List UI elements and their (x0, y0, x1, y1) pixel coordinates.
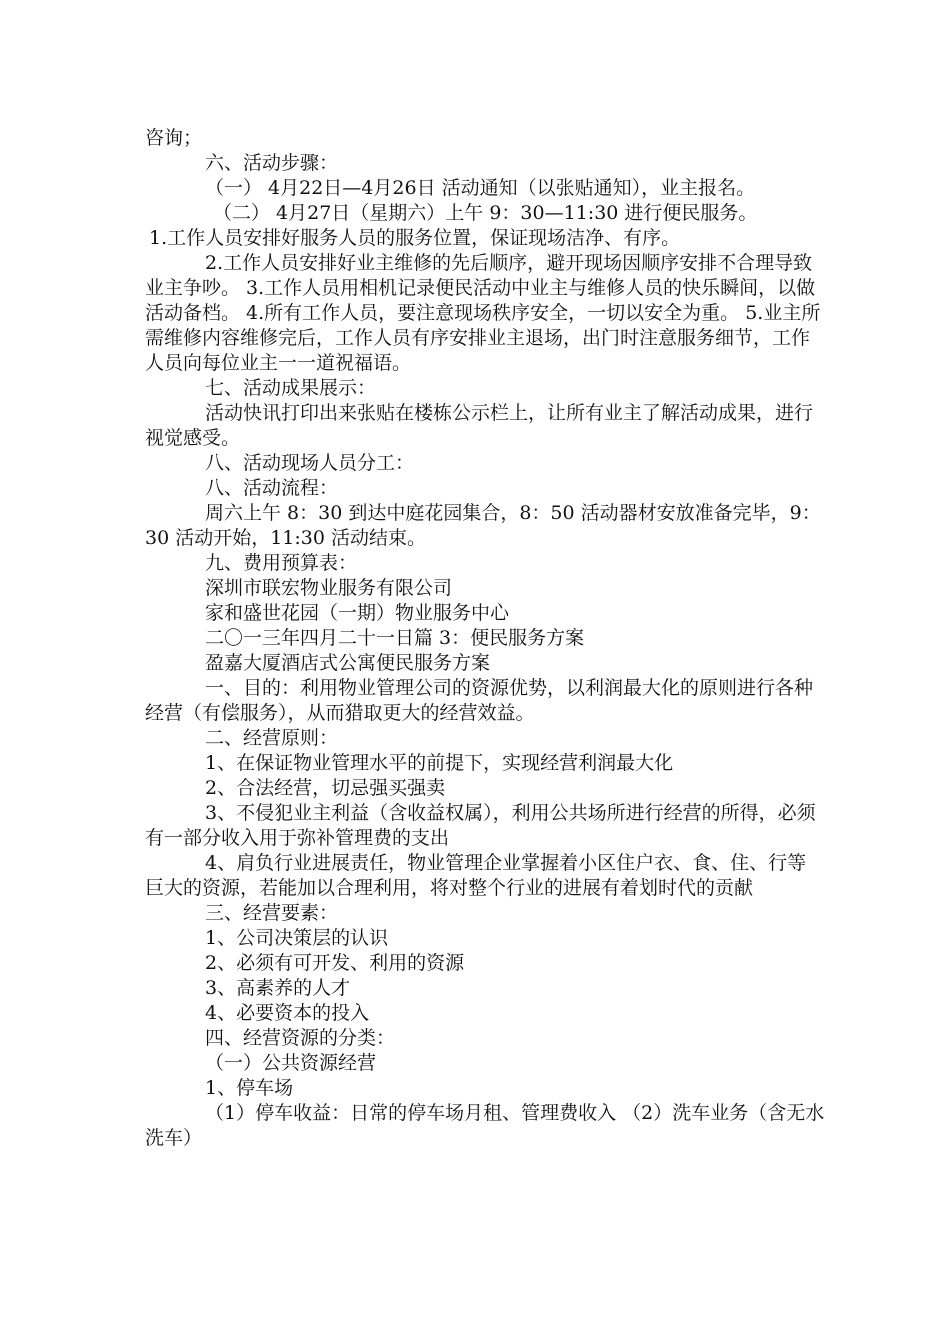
list-item: 1、在保证物业管理水平的前提下，实现经营利润最大化 (205, 752, 674, 774)
paragraph: 咨询； (145, 127, 203, 149)
paragraph: （二） 4月27日（星期六）上午 9：30—11:30 进行便民服务。 (213, 202, 758, 224)
section-heading-budget: 九、费用预算表： (205, 552, 358, 574)
section-heading-principles: 二、经营原则： (205, 727, 339, 749)
list-item: 4、肩负行业进展责任，物业管理企业掌握着小区住户衣、食、住、行等巨大的资源，若能加以合理利用，将对整个行业的进展有着划时代的贡献 (145, 852, 807, 899)
company-name: 深圳市联宏物业服务有限公司 (205, 577, 453, 599)
document-page (145, 126, 825, 1151)
paragraph: （一） 4月22日—4月26日 活动通知（以张贴通知），业主报名。 (205, 177, 756, 199)
list-item: 4、必要资本的投入 (205, 1002, 370, 1024)
section-heading-steps: 六、活动步骤： (205, 152, 339, 174)
paragraph: （1）停车收益：日常的停车场月租、管理费收入 （2）洗车业务（含无水洗车） (145, 1102, 825, 1149)
list-item: 1、公司决策层的认识 (205, 927, 389, 949)
service-center-name: 家和盛世花园（一期）物业服务中心 (205, 602, 510, 624)
section-heading-classification: 四、经营资源的分类： (205, 1027, 396, 1049)
list-item: 2、必须有可开发、利用的资源 (205, 952, 465, 974)
subsection-heading: （一）公共资源经营 (205, 1052, 377, 1074)
paragraph: 周六上午 8：30 到达中庭花园集合，8：50 活动器材安放准备完毕，9：30 活动开始，11:30 活动结束。 (145, 502, 821, 549)
document-title: 盈嘉大厦酒店式公寓便民服务方案 (205, 652, 491, 674)
paragraph: 活动快讯打印出来张贴在楼栋公示栏上，让所有业主了解活动成果，进行视觉感受。 (145, 402, 814, 449)
paragraph: 一、目的：利用物业管理公司的资源优势，以利润最大化的原则进行各种经营（有偿服务），从而猎取更大的经营效益。 (145, 677, 814, 724)
list-item: 3、不侵犯业主利益（含收益权属），利用公共场所进行经营的所得，必须有一部分收入用于弥补管理费的支出 (145, 802, 816, 849)
list-item: 3、高素养的人才 (205, 977, 351, 999)
paragraph: 1.工作人员安排好服务人员的服务位置，保证现场洁净、有序。 (149, 227, 681, 249)
section-heading-flow: 八、活动流程： (205, 477, 339, 499)
paragraph: 2.工作人员安排好业主维修的先后顺序，避开现场因顺序安排不合理导致业主争吵。 3.工作人员用相机记录便民活动中业主与维修人员的快乐瞬间，以做活动备档。 4.所有工作人员，要注意现场秩序安全，一切以安全为重。 5.业主所需维修内容维修完后，工作人员有序安排业主退场，出门时注意服务细节，工作人员向每位业主一一道祝福语。 (145, 252, 821, 374)
list-item: 1、停车场 (205, 1077, 294, 1099)
list-item: 2、合法经营，切忌强买强卖 (205, 777, 446, 799)
date-line: 二〇一三年四月二十一日篇 3：便民服务方案 (205, 627, 585, 649)
section-heading-results: 七、活动成果展示： (205, 377, 377, 399)
section-heading-staffing: 八、活动现场人员分工： (205, 452, 415, 474)
section-heading-elements: 三、经营要素： (205, 902, 339, 924)
